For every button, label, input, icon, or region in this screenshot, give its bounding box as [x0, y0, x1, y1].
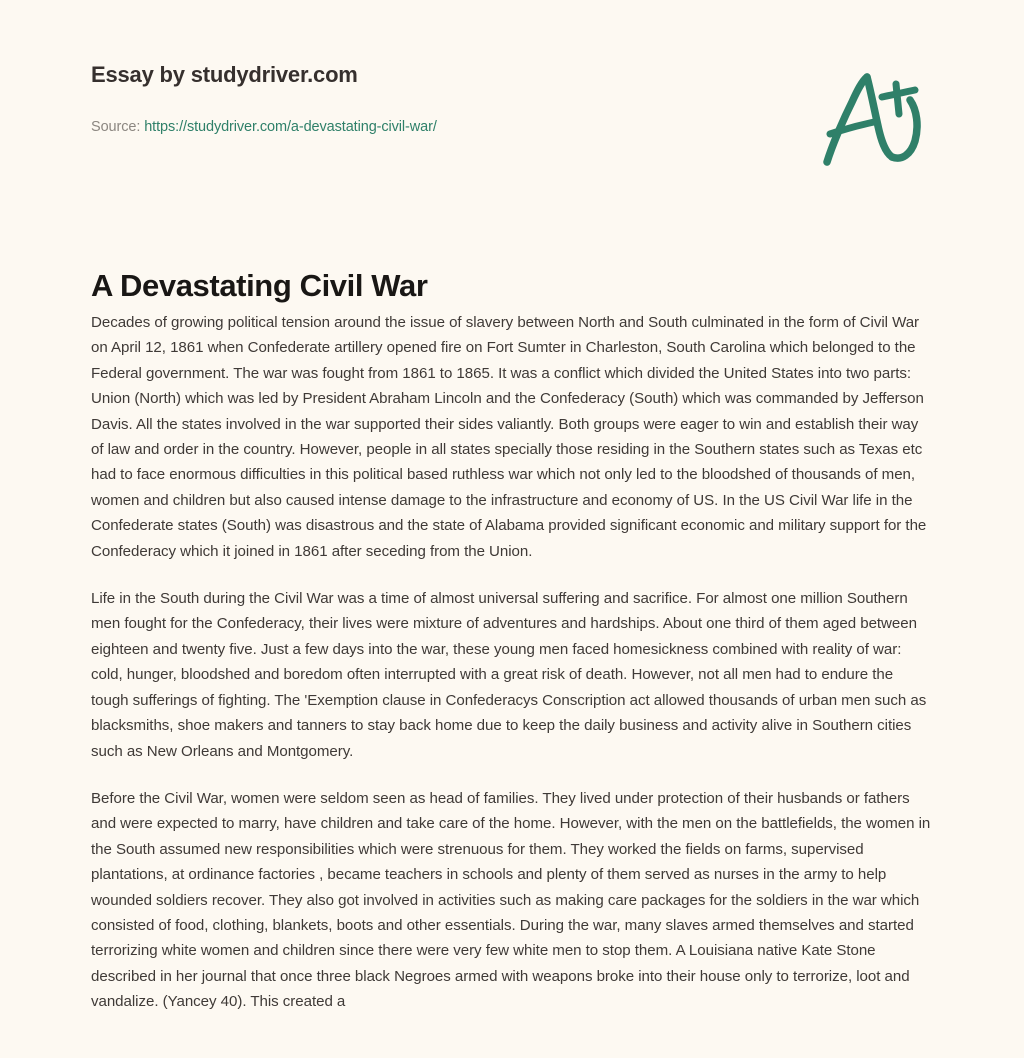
page-header [0, 0, 1024, 200]
studydriver-a-plus-logo [812, 66, 934, 172]
essay-byline: Essay by studydriver.com [91, 62, 358, 87]
source-line [91, 119, 437, 135]
essay-paragraph: Decades of growing political tension around the issue of slavery between North and South culminated in the form of Civil War on April 12, 1861 when Confederate artillery opened fire on Fort Sumter in Charleston, South Carolina which belonged to the Federal government. The war was fought from 1861 to 1865. It was a conflict which divided the United States into two parts: Union (North) which was led by President Abraham Lincoln and the Confederacy (South) which was commanded by Jefferson Davis. All the states involved in the war supported their sides valiantly. Both groups were eager to win and establish their way of law and order in the country. However, people in all states specially those residing in the Southern states such as Texas etc had to face enormous difficulties in this political based ruthless war which not only led to the bloodshed of thousands of men, women and children but also caused intense damage to the infrastructure and economy of US. In the US Civil War life in the Confederate states (South) was disastrous and the state of Alabama provided significant economic and military support for the Confederacy which it joined in 1861 after seceding from the Union. [91, 314, 927, 560]
essay-body [91, 310, 934, 1015]
a-plus-icon [812, 66, 934, 172]
source-url-link[interactable]: https://studydriver.com/a-devastating-civil-war/ [144, 119, 437, 135]
page-title: A Devastating Civil War [91, 267, 428, 303]
source-label: Source: [91, 119, 141, 135]
essay-paragraph: Life in the South during the Civil War was a time of almost universal suffering and sacrifice. For almost one million Southern men fought for the Confederacy, their lives were mixture of adventures and hardships. About one third of them aged between eighteen and twenty five. Just a few days into the war, these young men faced homesickness combined with reality of war: cold, hunger, bloodshed and boredom often interrupted with a great risk of death. However, not all men had to endure the tough sufferings of fighting. The 'Exemption clause in Confederacys Conscription act allowed thousands of urban men such as blacksmiths, shoe makers and tanners to stay back home due to keep the daily business and activity alive in Southern cities such as New Orleans and Montgomery. [91, 590, 927, 760]
essay-paragraph: Before the Civil War, women were seldom seen as head of families. They lived under protection of their husbands or fathers and were expected to marry, have children and take care of the home. However, with the men on the battlefields, the women in the South assumed new responsibilities which were strenuous for them. They worked the fields on farms, supervised plantations, at ordinance factories , became teachers in schools and plenty of them served as nurses in the army to help wounded soldiers recover. They also got involved in activities such as making care packages for the soldiers in the war which consisted of food, clothing, blankets, boots and other essentials. During the war, many slaves armed themselves and started terrorizing white women and children since there were very few white men to stop them. A Louisiana native Kate Stone described in her journal that once three black Negroes armed with weapons broke into their house only to terrorize, loot and vandalize. (Yancey 40). This created a [91, 789, 931, 1011]
